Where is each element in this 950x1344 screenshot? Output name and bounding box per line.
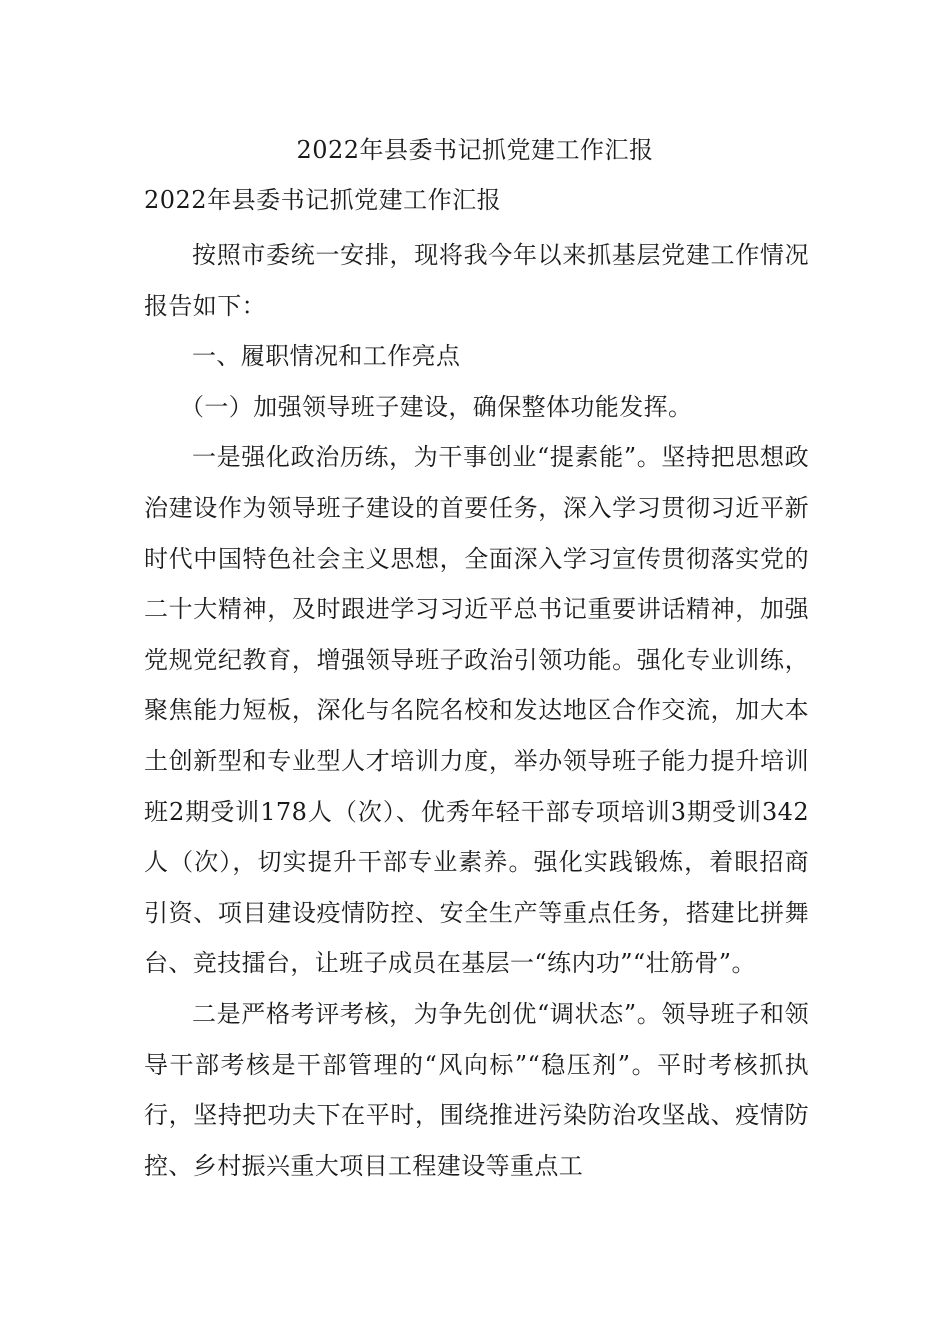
subsection-heading: （一）加强领导班子建设，确保整体功能发挥。	[180, 392, 693, 421]
intro-paragraph: 按照市委统一安排，现将我今年以来抓基层党建工作情况报告如下：	[144, 241, 809, 320]
body-paragraph: 二是严格考评考核，为争先创优“调状态”。领导班子和领导干部考核是干部管理的“风向标”“稳压剂”。平时考核抓执行，坚持把功夫下在平时，围绕推进污染防治攻坚战、疫情防控、乡村振兴重大项目工程建设等重点工	[144, 999, 809, 1180]
section-heading: 一、履职情况和工作亮点	[192, 342, 461, 371]
body-paragraph: 一是强化政治历练，为干事创业“提素能”。坚持把思想政治建设作为领导班子建设的首要任务，深入学习贯彻习近平新时代中国特色社会主义思想，全面深入学习宣传贯彻落实党的二十大精神，及时跟进学习习近平总书记重要讲话精神，加强党规党纪教育，增强领导班子政治引领功能。强化专业训练，聚焦能力短板，深化与名院名校和发达地区合作交流，加大本土创新型和专业型人才培训力度，举办领导班子能力提升培训班2期受训178人（次）、优秀年轻干部专项培训3期受训342人（次），切实提升干部专业素养。强化实践锻炼，着眼招商引资、项目建设疫情防控、安全生产等重点任务，搭建比拼舞台、竞技擂台，让班子成员在基层一“练内功”“壮筋骨”。	[144, 443, 809, 978]
document-title: 2022年县委书记抓党建工作汇报	[296, 136, 654, 164]
document-subtitle: 2022年县委书记抓党建工作汇报	[144, 186, 502, 214]
document-body	[144, 230, 809, 1191]
